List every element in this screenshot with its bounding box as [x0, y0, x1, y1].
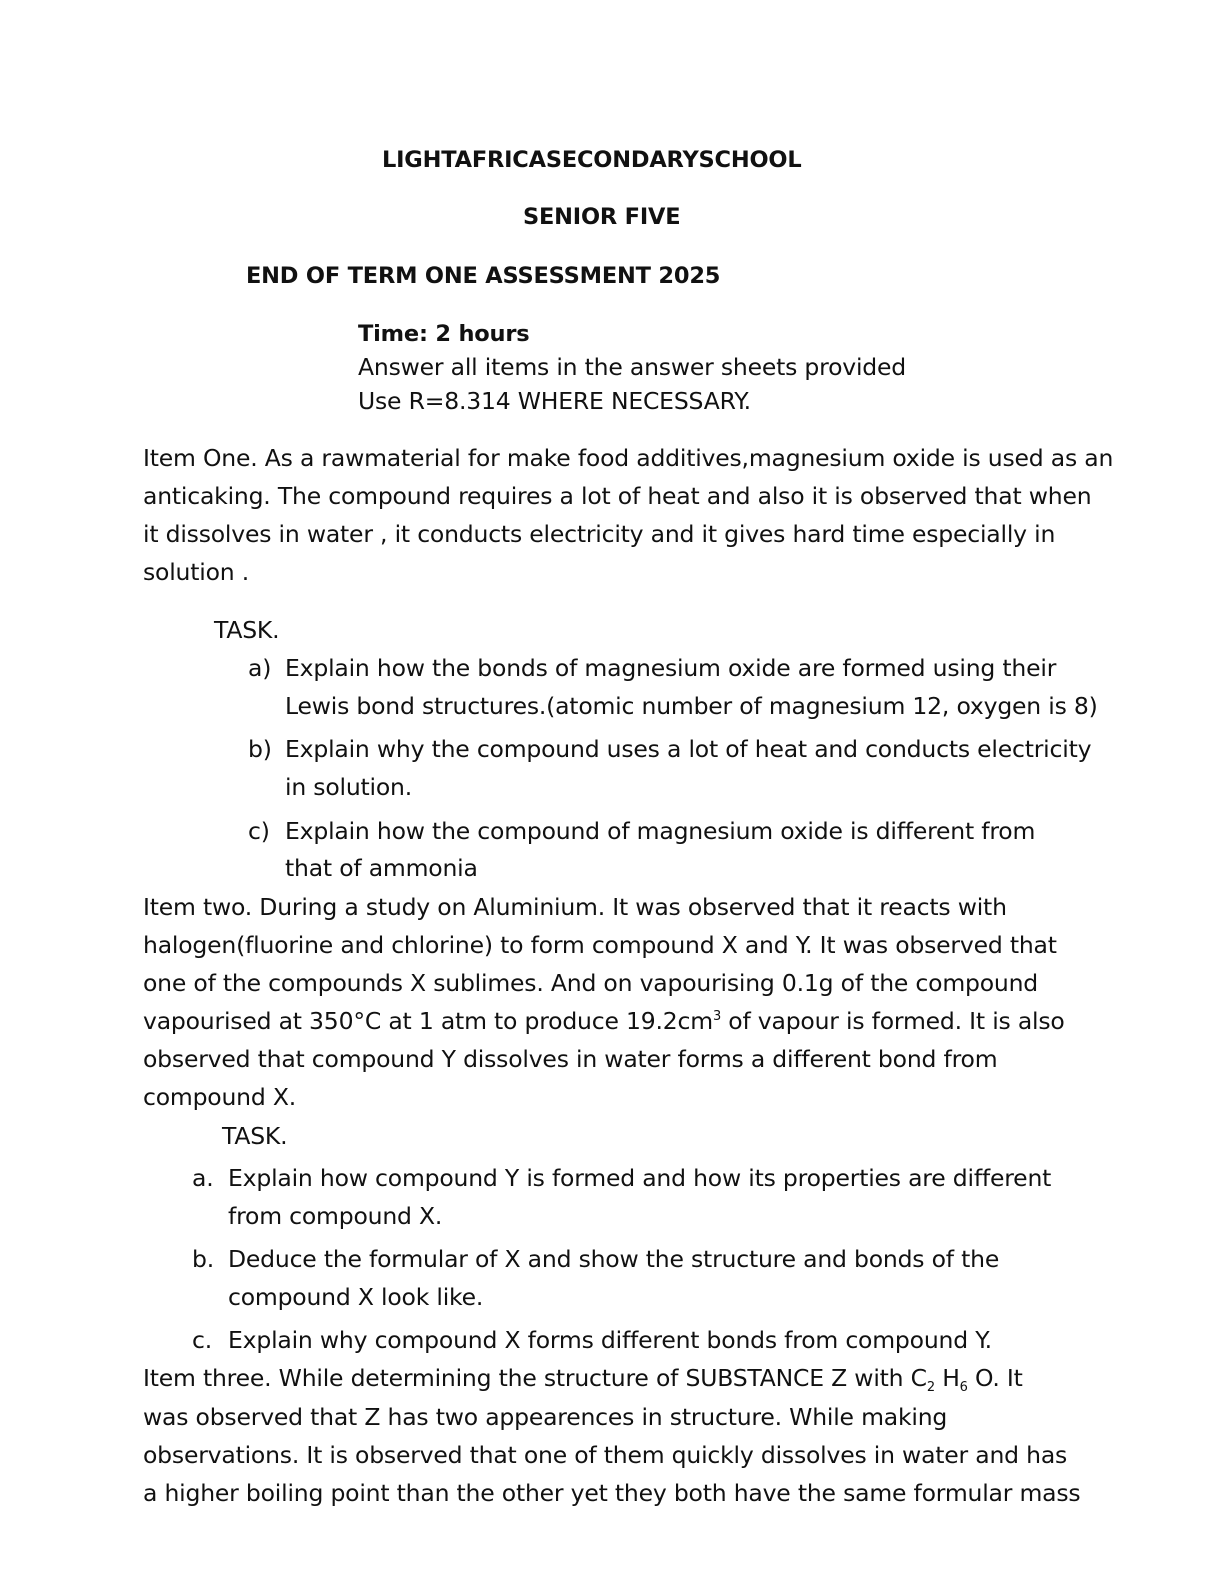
question-text: Lewis bond structures.(atomic number of magnesium 12, oxygen is 8) [285, 692, 1098, 720]
hydrogen-subscript: 6 [959, 1380, 968, 1395]
time-allowed: Time: 2 hours [358, 321, 530, 347]
carbon-subscript: 2 [926, 1380, 935, 1395]
question-text: Explain why compound X forms different bonds from compound Y. [228, 1326, 992, 1354]
item1-line: Item One. As a rawmaterial for make food additives,magnesium oxide is used as an [143, 444, 1114, 472]
item1-task-label: TASK. [214, 616, 280, 644]
item3-line-formula [143, 1364, 1023, 1395]
item2-line: observed that compound Y dissolves in water forms a different bond from [143, 1045, 998, 1073]
instruction-constant: Use R=8.314 WHERE NECESSARY. [358, 387, 751, 415]
item2-task-label: TASK. [222, 1122, 288, 1150]
question-marker: c) [248, 817, 270, 845]
question-text: Explain how the bonds of magnesium oxide are formed using their [285, 654, 1057, 682]
item3-line: a higher boiling point than the other yet they both have the same formular mass [143, 1479, 1081, 1507]
assessment-title: END OF TERM ONE ASSESSMENT 2025 [246, 263, 721, 289]
question-text: in solution. [285, 773, 413, 801]
question-text: compound X look like. [228, 1283, 484, 1311]
item3-formula-text-end: O. It [967, 1364, 1023, 1392]
item3-formula-text: Item three. While determining the structure of SUBSTANCE Z with C [143, 1364, 927, 1392]
item1-line: solution . [143, 558, 249, 586]
item2-line: compound X. [143, 1083, 297, 1111]
class-title: SENIOR FIVE [523, 204, 681, 230]
instruction-answer: Answer all items in the answer sheets provided [358, 353, 906, 381]
item2-line: halogen(fluorine and chlorine) to form compound X and Y. It was observed that [143, 931, 1057, 959]
question-text: that of ammonia [285, 854, 478, 882]
question-marker: b) [248, 735, 272, 763]
question-marker: c. [192, 1326, 212, 1354]
question-text: Deduce the formular of X and show the structure and bonds of the [228, 1245, 1000, 1273]
item2-line: one of the compounds X sublimes. And on vapourising 0.1g of the compound [143, 969, 1039, 997]
question-marker: b. [192, 1245, 214, 1273]
school-name: LIGHTAFRICASECONDARYSCHOOL [382, 147, 802, 173]
question-marker: a) [248, 654, 272, 682]
item2-volume-text-end: of vapour is formed. It is also [721, 1007, 1065, 1035]
question-marker: a. [192, 1164, 214, 1192]
cubic-superscript: 3 [712, 1009, 722, 1024]
question-text: Explain how the compound of magnesium oxide is different from [285, 817, 1036, 845]
item2-line-volume [143, 1007, 1065, 1035]
item2-volume-text: vapourised at 350°C at 1 atm to produce 19.2cm [143, 1007, 713, 1035]
item3-line: observations. It is observed that one of them quickly dissolves in water and has [143, 1441, 1068, 1469]
item1-line: anticaking. The compound requires a lot of heat and also it is observed that when [143, 482, 1092, 510]
question-text: Explain why the compound uses a lot of heat and conducts electricity [285, 735, 1092, 763]
item3-line: was observed that Z has two appearences in structure. While making [143, 1403, 948, 1431]
hydrogen-letter: H [934, 1364, 960, 1392]
question-text: Explain how compound Y is formed and how its properties are different [228, 1164, 1052, 1192]
item1-line: it dissolves in water , it conducts electricity and it gives hard time especially in [143, 520, 1056, 548]
item2-line: Item two. During a study on Aluminium. It was observed that it reacts with [143, 893, 1007, 921]
question-text: from compound X. [228, 1202, 443, 1230]
